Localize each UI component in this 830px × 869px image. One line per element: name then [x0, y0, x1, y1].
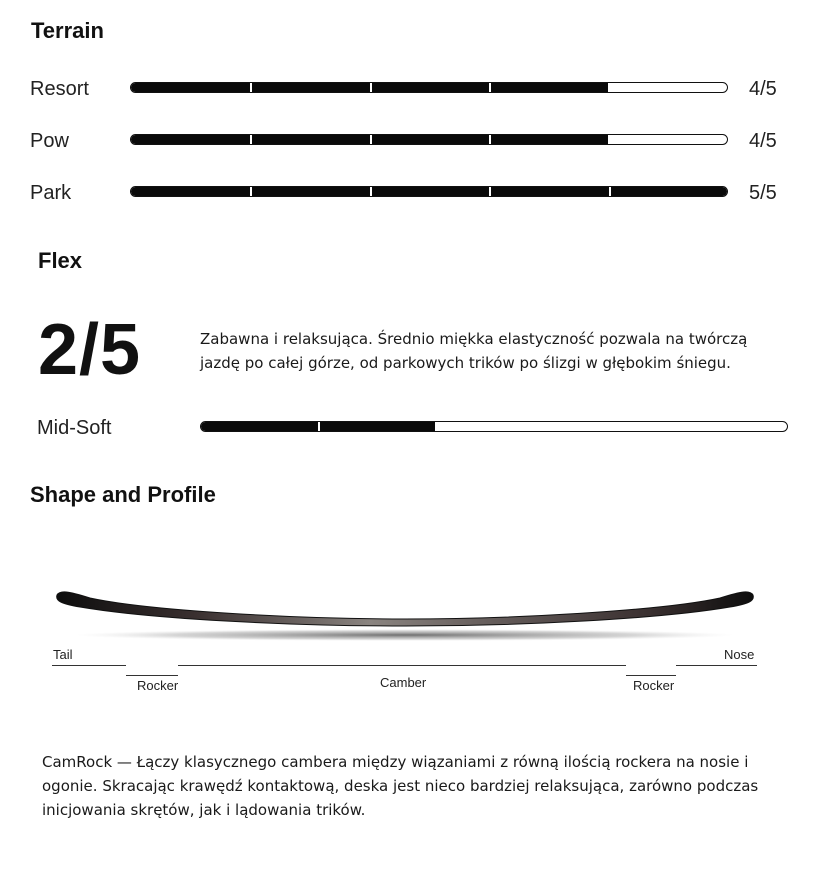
bar-tick — [370, 135, 372, 144]
profile-label-nose: Nose — [724, 647, 755, 662]
bar-tick — [489, 187, 491, 196]
bar-tick — [489, 83, 491, 92]
profile-label-camber: Camber — [380, 675, 427, 690]
flex-bar-label: Mid-Soft — [37, 417, 112, 439]
rating-bar-park — [130, 186, 728, 197]
bar-tick — [250, 135, 252, 144]
terrain-heading: Terrain — [31, 18, 104, 43]
rating-bar-pow — [130, 134, 728, 145]
rating-value-pow: 4/5 — [749, 130, 777, 152]
profile-line-camber — [178, 665, 626, 666]
bar-tick — [250, 187, 252, 196]
profile-label-rocker-left: Rocker — [137, 678, 179, 693]
bar-tick — [318, 422, 320, 431]
profile-line-rocker-right — [626, 675, 676, 676]
bar-tick — [370, 187, 372, 196]
rating-value-park: 5/5 — [749, 182, 777, 204]
bar-tick — [489, 135, 491, 144]
flex-bar — [200, 421, 788, 432]
profile-label-rocker-right: Rocker — [633, 678, 675, 693]
flex-heading: Flex — [38, 248, 83, 273]
profile-line-nose — [676, 665, 757, 666]
rating-value-resort: 4/5 — [749, 78, 777, 100]
bar-tick — [609, 187, 611, 196]
rating-label-park: Park — [30, 182, 72, 204]
rating-label-resort: Resort — [30, 78, 89, 100]
profile-label-tail: Tail — [53, 647, 73, 662]
rating-label-pow: Pow — [30, 130, 69, 152]
rating-bar-fill — [131, 187, 727, 196]
flex-description: Zabawna i relaksująca. Średnio miękka elastyczność pozwala na twórczą jazdę po całej górze, od parkowych trików po ślizgi w głębokim śniegu. — [200, 330, 748, 372]
profile-line-rocker-left — [126, 675, 178, 676]
profile-line-tail — [52, 665, 126, 666]
flex-value: 2/5 — [38, 310, 142, 390]
shape-description: CamRock — Łączy klasycznego cambera między wiązaniami z równą ilością rockera na nosie i ogonie. Skracając krawędź kontaktową, deska jest nieco bardziej relaksująca, zarówno podczas inicjowania skrętów, jak i lądowania trików. — [42, 753, 759, 819]
rating-bar-resort — [130, 82, 728, 93]
shape-heading: Shape and Profile — [30, 482, 216, 507]
snowboard-profile-image — [0, 575, 830, 655]
bar-tick — [370, 83, 372, 92]
bar-tick — [250, 83, 252, 92]
